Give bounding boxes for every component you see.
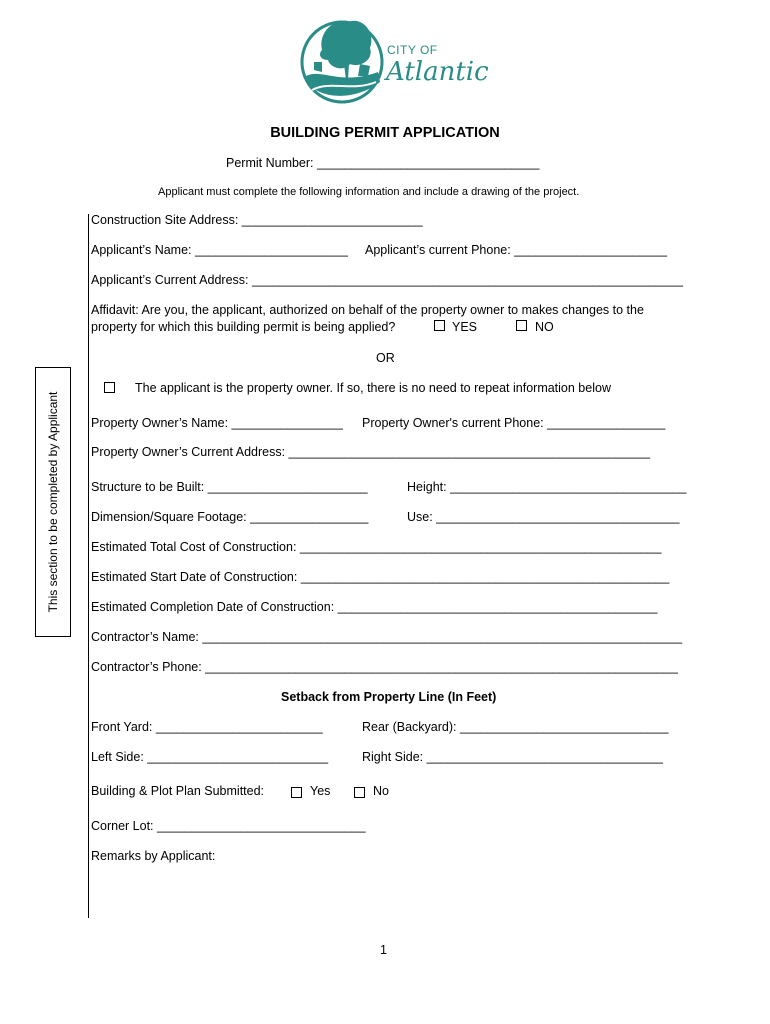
start-date-field[interactable]: Estimated Start Date of Construction: _____________________________________________________ — [91, 570, 670, 584]
height-field[interactable]: Height: __________________________________ — [407, 480, 687, 494]
use-field[interactable]: Use: ___________________________________ — [407, 510, 680, 524]
plot-plan-no-label: No — [373, 784, 389, 798]
affidavit-no-checkbox[interactable] — [516, 320, 527, 331]
rear-field[interactable]: Rear (Backyard): ______________________________ — [362, 720, 669, 734]
affidavit-yes-checkbox[interactable] — [434, 320, 445, 331]
plot-plan-yes-checkbox[interactable] — [291, 787, 302, 798]
page-number: 1 — [380, 943, 387, 957]
affidavit-no-label: NO — [535, 320, 554, 334]
affidavit-yes-label: YES — [452, 320, 478, 334]
plot-plan-label: Building & Plot Plan Submitted: — [91, 784, 265, 798]
contractor-phone-field[interactable]: Contractor’s Phone: ____________________________________________________________________ — [91, 660, 678, 674]
plot-plan-no-checkbox[interactable] — [354, 787, 365, 798]
page-title: BUILDING PERMIT APPLICATION — [270, 125, 500, 141]
plot-plan-yes-label: Yes — [310, 784, 331, 798]
instructions-text: Applicant must complete the following information and include a drawing of the project. — [158, 186, 580, 198]
or-separator: OR — [376, 351, 395, 365]
section-divider — [88, 214, 89, 918]
front-yard-field[interactable]: Front Yard: ________________________ — [91, 720, 323, 734]
permit-number-field[interactable]: Permit Number: ________________________________ — [226, 156, 540, 170]
left-side-field[interactable]: Left Side: __________________________ — [91, 750, 329, 764]
affidavit-text-line2: property for which this building permit is being applied? — [91, 320, 396, 334]
logo-city-of: CITY OF — [387, 43, 438, 57]
owner-statement-checkbox[interactable] — [104, 382, 115, 393]
completion-date-field[interactable]: Estimated Completion Date of Construction: ______________________________________________ — [91, 600, 658, 614]
side-label: This section to be completed by Applicant — [46, 391, 60, 613]
structure-field[interactable]: Structure to be Built: _______________________ — [91, 480, 368, 494]
setback-heading: Setback from Property Line (In Feet) — [281, 690, 497, 704]
total-cost-field[interactable]: Estimated Total Cost of Construction: ____________________________________________________ — [91, 540, 662, 554]
logo-city-name: Atlantic — [386, 57, 489, 87]
applicant-address-field[interactable]: Applicant’s Current Address: ______________________________________________________________ — [91, 273, 683, 287]
corner-lot-field[interactable]: Corner Lot: ______________________________ — [91, 819, 366, 833]
applicant-name-field[interactable]: Applicant’s Name: ______________________ — [91, 243, 348, 257]
contractor-name-field[interactable]: Contractor’s Name: _____________________________________________________________________ — [91, 630, 683, 644]
owner-address-field[interactable]: Property Owner’s Current Address: ____________________________________________________ — [91, 445, 651, 459]
dimension-field[interactable]: Dimension/Square Footage: _________________ — [91, 510, 369, 524]
construction-site-field[interactable]: Construction Site Address: __________________________ — [91, 213, 423, 227]
affidavit-text-line1: Affidavit: Are you, the applicant, authorized on behalf of the property owner to makes changes to the — [91, 303, 644, 317]
owner-name-field[interactable]: Property Owner’s Name: ________________ — [91, 416, 343, 430]
owner-phone-field[interactable]: Property Owner's current Phone: _________________ — [362, 416, 666, 430]
applicant-phone-field[interactable]: Applicant’s current Phone: ______________________ — [365, 243, 668, 257]
owner-statement-text: The applicant is the property owner. If so, there is no need to repeat information below — [135, 381, 611, 395]
right-side-field[interactable]: Right Side: __________________________________ — [362, 750, 663, 764]
remarks-label[interactable]: Remarks by Applicant: — [91, 849, 216, 863]
